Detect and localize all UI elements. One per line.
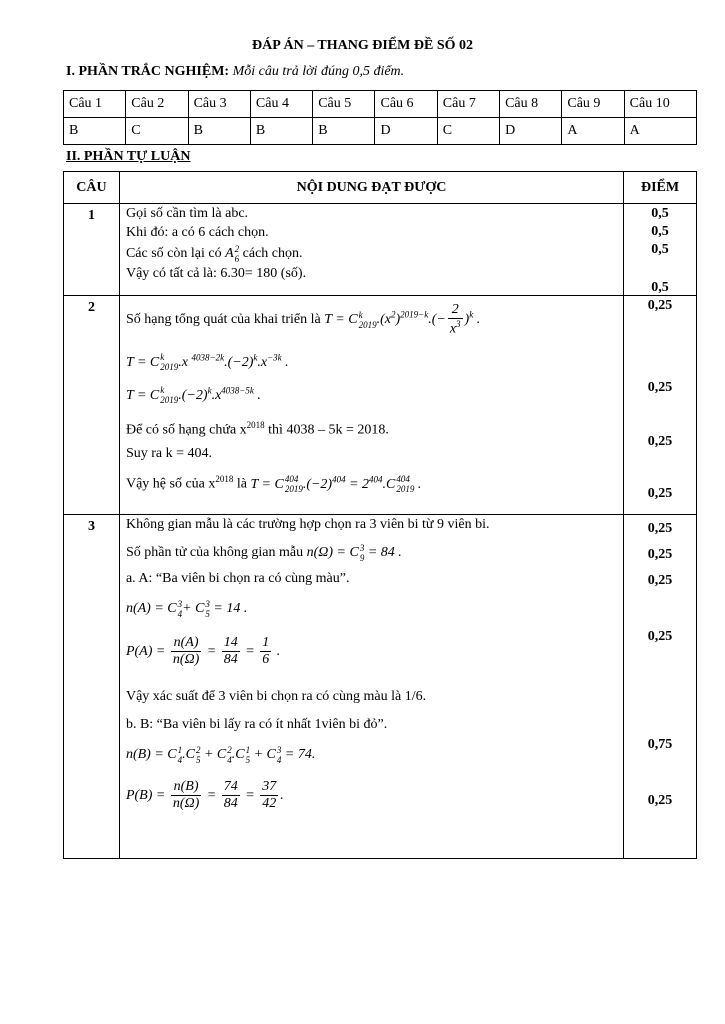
q1-line-3: [126, 244, 303, 264]
mc-question-cell: Câu 2: [126, 91, 188, 118]
q1-content: [119, 204, 623, 296]
q3-line-8: [126, 745, 315, 765]
q3-math-pB: P(B) = $\frac{n(B)}{n(\Omega)}$ = $\frac{74}{84}$ = $\frac{37}{42}$ .: [125, 779, 284, 811]
q2-line-4-start: Để có số hạng chứa x: [125, 422, 247, 438]
q1-point: 0,5: [651, 280, 669, 295]
mc-answer-cell: A: [624, 118, 696, 145]
q2-math-coefficient: T = C 404 2019 $.(-2)^{404} = 2^{404}.C$ 404 2019 .: [250, 474, 422, 495]
mc-answer-cell: B: [64, 118, 126, 145]
mc-question-cell: Câu 1: [64, 91, 126, 118]
mc-answer-cell: B: [250, 118, 312, 145]
q3-line-2-text: Số phần tử của không gian mẫu: [125, 545, 304, 561]
q3-line-2: [126, 543, 402, 563]
q2-point: 0,25: [647, 486, 673, 501]
q2-line-6-start: Vậy hệ số của x: [125, 476, 216, 492]
q3-point: 0,25: [647, 573, 673, 588]
q2-point: 0,25: [647, 298, 673, 313]
q2-point: 0,25: [647, 380, 673, 395]
q3-line-4: [126, 599, 247, 619]
part1-heading-text: I. PHẦN TRẮC NGHIỆM: [66, 64, 225, 79]
q3-point: 0,25: [647, 521, 673, 536]
part1-heading: I. PHẦN TRẮC NGHIỆM: Mỗi câu trả lời đúng 0,5 điểm.: [66, 64, 405, 79]
q3-point: 0,25: [647, 547, 673, 562]
mc-question-cell: Câu 8: [500, 91, 562, 118]
q2-line-4: Để có số hạng chứa $x^{2018}$ thì 4038 – 5k = 2018.: [125, 420, 389, 438]
q1-line-4: Vậy có tất cả là: 6.30= 180 (số).: [125, 266, 307, 281]
mc-answer-cell: C: [126, 118, 188, 145]
essay-row-q3: [64, 515, 697, 859]
mc-question-cell: Câu 10: [624, 91, 696, 118]
q3-number: 3: [64, 515, 120, 859]
q2-math-step-2: T = C k 2019 $.(-2)^k.x^{4038-5k}$ .: [125, 385, 261, 406]
q1-point: 0,5: [651, 224, 669, 239]
q3-math-sample-space: n(Ω) = C 3 9 = 84 .: [306, 543, 402, 563]
q3-math-nB: n(B) = C 1 4 .C 2 5 + C 2 4 .C 1 5 + C 3 4 = 74.: [125, 745, 316, 765]
q3-line-6: Vậy xác suất để 3 viên bi chọn ra có cùng màu là 1/6.: [125, 689, 427, 704]
mc-question-row: [64, 91, 697, 118]
essay-row-q1: [64, 204, 697, 296]
q2-line-4-end: thì 4038 – 5k = 2018.: [268, 422, 389, 438]
q2-math-step-1: T = C k 2019 .x $^{4038-2k}.(-2)^k.x^{-3k}$ .: [125, 352, 289, 373]
q2-line-2: [126, 352, 289, 372]
q3-line-7: b. B: “Ba viên bi lấy ra có ít nhất 1viên bi đỏ”.: [125, 717, 388, 732]
mc-answer-cell: D: [375, 118, 437, 145]
q1-number: 1: [64, 204, 120, 296]
q2-line-1: [126, 302, 480, 338]
header-question: CÂU: [64, 172, 120, 204]
mc-answer-cell: C: [437, 118, 499, 145]
part2-heading: [66, 149, 190, 165]
essay-table: [63, 171, 697, 859]
q1-points: [624, 204, 697, 296]
mc-answer-cell: D: [500, 118, 562, 145]
q2-number: 2: [64, 296, 120, 515]
q3-point: 0,75: [647, 737, 673, 752]
q3-content: [119, 515, 623, 859]
q3-line-1: Không gian mẫu là các trường hợp chọn ra 3 viên bi từ 9 viên bi.: [125, 517, 490, 532]
q3-math-nA: n(A) = C 3 4 + C 3 5 = 14 .: [125, 599, 248, 619]
q1-line-3-end: cách chọn.: [242, 246, 303, 262]
part2-heading-text: II. PHẦN TỰ LUẬN: [66, 149, 191, 164]
q1-line-3-start: Các số còn lại có: [125, 246, 222, 262]
essay-header-row: [64, 172, 697, 204]
mc-question-cell: Câu 6: [375, 91, 437, 118]
q3-line-9: [126, 779, 284, 812]
mc-answer-row: [64, 118, 697, 145]
mc-answer-cell: B: [313, 118, 375, 145]
mc-answer-cell: A: [562, 118, 624, 145]
q2-math-general-term: T = C k 2019 $.(x^2)^{2019-k}.(-$ $\frac{2}{x^3}$ )$^k$ .: [324, 302, 481, 337]
q2-line-5: Suy ra k = 404.: [125, 446, 213, 461]
mc-question-cell: Câu 9: [562, 91, 624, 118]
q3-line-5: [126, 635, 280, 668]
q2-line-6-mid: là: [236, 476, 247, 492]
q2-point: 0,25: [647, 434, 673, 449]
q3-line-3: a. A: “Ba viên bi chọn ra có cùng màu”.: [125, 571, 350, 586]
q3-point: 0,25: [647, 629, 673, 644]
mc-answer-cell: B: [188, 118, 250, 145]
q1-line-2: Khi đó: a có 6 cách chọn.: [125, 225, 269, 240]
essay-row-q2: [64, 296, 697, 515]
header-content: NỘI DUNG ĐẠT ĐƯỢC: [119, 172, 623, 204]
page-title: ĐÁP ÁN – THANG ĐIỂM ĐỀ SỐ 02: [251, 38, 474, 53]
q3-math-pA: P(A) = $\frac{n(A)}{n(\Omega)}$ = $\frac{14}{84}$ = $\frac{1}{6}$ .: [125, 635, 281, 667]
mc-question-cell: Câu 3: [188, 91, 250, 118]
mc-question-cell: Câu 5: [313, 91, 375, 118]
q1-math-arrangement: A 2 6: [225, 244, 240, 264]
q2-line-3: [126, 385, 261, 405]
header-points: ĐIỂM: [624, 172, 697, 204]
mc-question-cell: Câu 7: [437, 91, 499, 118]
q2-content: [119, 296, 623, 515]
q1-point: 0,5: [651, 206, 669, 221]
multiple-choice-table: [63, 90, 697, 145]
q2-line-1-text: Số hạng tổng quát của khai triển là: [125, 312, 321, 328]
q2-line-6: Vậy hệ số của $x^{2018}$ là T = C 404 2019 $.(-2)^{404} = 2^{404}.C$ 404 2019 .: [125, 474, 422, 495]
q3-points: [624, 515, 697, 859]
mc-question-cell: Câu 4: [250, 91, 312, 118]
q2-points: [624, 296, 697, 515]
part1-note: Mỗi câu trả lời đúng 0,5 điểm.: [232, 64, 405, 79]
q1-point: 0,5: [651, 242, 669, 257]
q3-point: 0,25: [647, 793, 673, 808]
q1-line-1: Gọi số cần tìm là abc.: [125, 206, 249, 221]
